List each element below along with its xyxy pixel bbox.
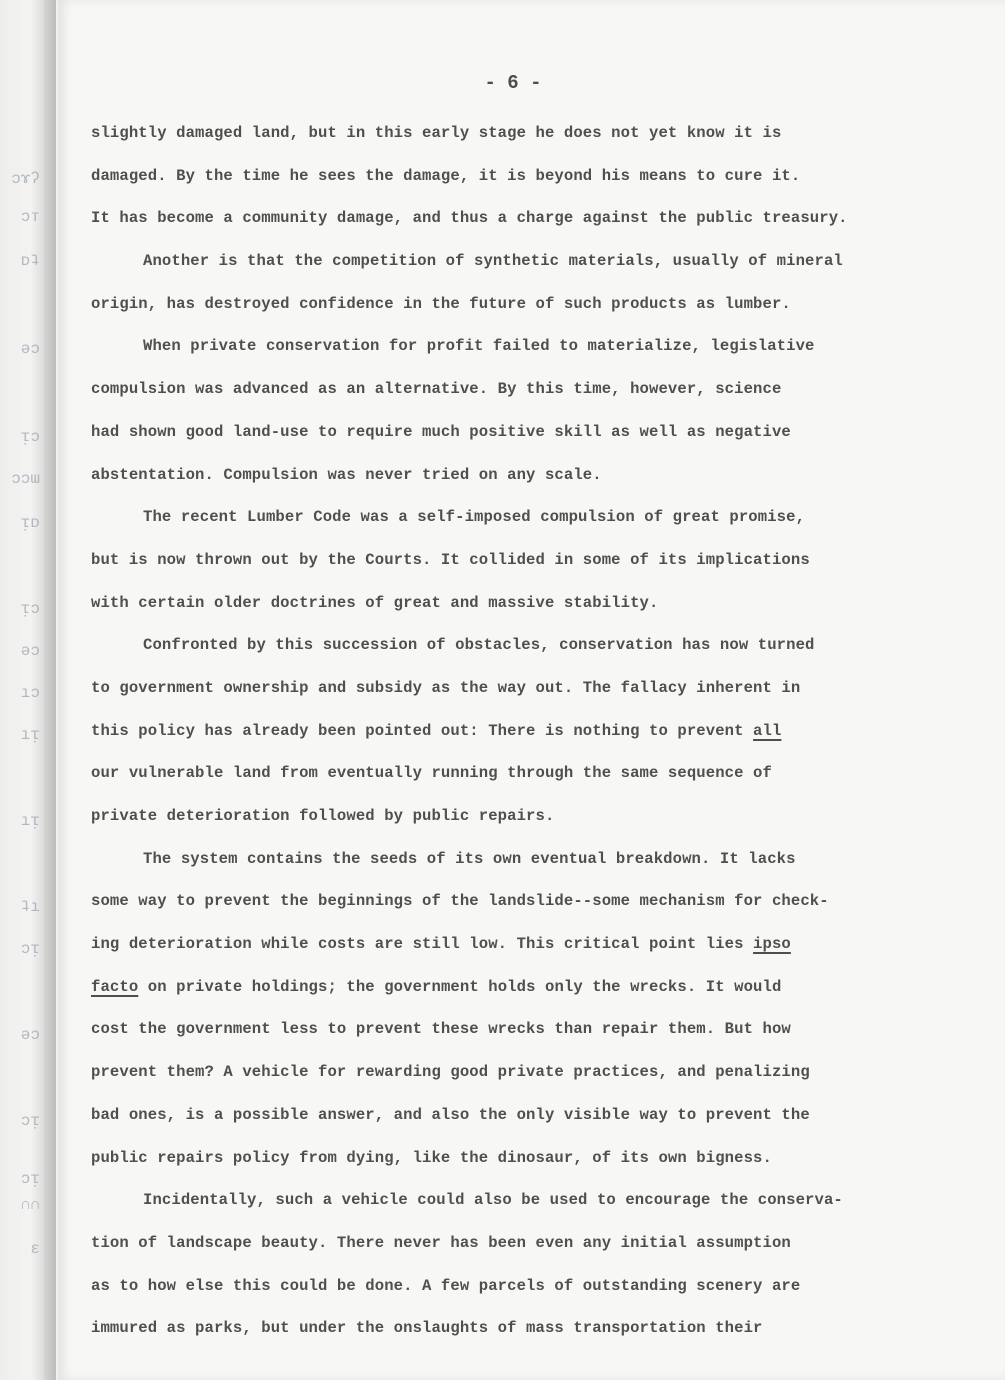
underlined-word: facto	[91, 977, 139, 996]
bleed-through-text: ɔᴉ	[20, 1170, 40, 1188]
bleed-through-text: ıᴉ	[20, 726, 40, 744]
bleed-through-text: ɔɤʔ	[11, 170, 40, 188]
text-line: facto on private holdings; the government holds only the wrecks. It would	[91, 977, 782, 996]
text-line: as to how else this could be done. A few parcels of outstanding scenery are	[91, 1276, 801, 1295]
text-line: ing deterioration while costs are still low. This critical point lies ipso	[91, 935, 791, 954]
text-line: bad ones, is a possible answer, and also the only visible way to prevent the	[91, 1105, 810, 1124]
bleed-through-text: ᴉɔ	[20, 428, 40, 446]
bleed-through-text: ʇı	[20, 898, 40, 916]
underlined-word: ipso	[753, 935, 791, 954]
underlined-word: all	[753, 721, 782, 740]
paragraph-first-line: Another is that the competition of synthetic materials, usually of mineral	[143, 252, 843, 271]
text-line: this policy has already been pointed out: There is nothing to prevent all	[91, 721, 782, 740]
bleed-through-text: əɔ	[20, 1026, 40, 1044]
paragraph-first-line: The recent Lumber Code was a self-imposed compulsion of great promise,	[143, 508, 806, 527]
bleed-through-text: ᴉᴅ	[20, 514, 40, 532]
bleed-through-text: ∩∩	[20, 1196, 40, 1214]
bleed-through-text: əɔ	[20, 642, 40, 660]
bleed-through-text: ɔᴉ	[20, 1112, 40, 1130]
text-line: compulsion was advanced as an alternative. By this time, however, science	[91, 380, 782, 399]
text-line: abstentation. Compulsion was never tried on any scale.	[91, 465, 602, 484]
text-line: damaged. By the time he sees the damage, it is beyond his means to cure it.	[91, 166, 801, 185]
facing-page-edge	[0, 0, 44, 1380]
paragraph-first-line: When private conservation for profit failed to materialize, legislative	[143, 337, 815, 356]
text-line: with certain older doctrines of great and massive stability.	[91, 593, 659, 612]
text-line: private deterioration followed by public repairs.	[91, 807, 555, 825]
text-line: some way to prevent the beginnings of the landslide--some mechanism for check-	[91, 892, 829, 911]
bleed-through-text: ɔᴛ	[20, 208, 40, 226]
paragraph-first-line: The system contains the seeds of its own eventual breakdown. It lacks	[143, 849, 796, 868]
text-line: our vulnerable land from eventually running through the same sequence of	[91, 764, 772, 783]
bleed-through-text: ɔɔɯ	[11, 470, 40, 488]
bleed-through-text: ıɔ	[20, 684, 40, 702]
text-line: had shown good land-use to require much positive skill as well as negative	[91, 422, 791, 441]
bleed-through-text: ᴉɔ	[20, 600, 40, 618]
paragraph-first-line: Confronted by this succession of obstacles, conservation has now turned	[143, 636, 815, 655]
page-number: - 6 -	[484, 72, 542, 94]
text-line: cost the government less to prevent these wrecks than repair them. But how	[91, 1020, 791, 1039]
bleed-through-text: ıᴉ	[20, 812, 40, 830]
bleed-through-text: ɔᴉ	[20, 940, 40, 958]
paragraph-first-line: Incidentally, such a vehicle could also be used to encourage the conserva-	[143, 1191, 843, 1210]
text-line: but is now thrown out by the Courts. It collided in some of its implications	[91, 550, 810, 569]
bleed-through-text: əɔ	[20, 340, 40, 358]
body-text	[91, 112, 951, 1350]
text-line: to government ownership and subsidy as the way out. The fallacy inherent in	[91, 678, 801, 697]
text-line: origin, has destroyed confidence in the future of such products as lumber.	[91, 294, 791, 313]
bleed-through-text: ᴅʇ	[20, 252, 40, 270]
text-line: slightly damaged land, but in this early stage he does not yet know it is	[91, 124, 782, 142]
bleed-through-text: ε	[30, 1240, 40, 1258]
text-line: immured as parks, but under the onslaughts of mass transportation their	[91, 1319, 763, 1338]
text-line: prevent them? A vehicle for rewarding good private practices, and penalizing	[91, 1063, 810, 1082]
text-line: public repairs policy from dying, like the dinosaur, of its own bigness.	[91, 1148, 772, 1167]
typewritten-page	[58, 0, 1005, 1380]
text-line: tion of landscape beauty. There never has been even any initial assumption	[91, 1233, 791, 1252]
text-line: It has become a community damage, and thus a charge against the public treasury.	[91, 209, 848, 228]
